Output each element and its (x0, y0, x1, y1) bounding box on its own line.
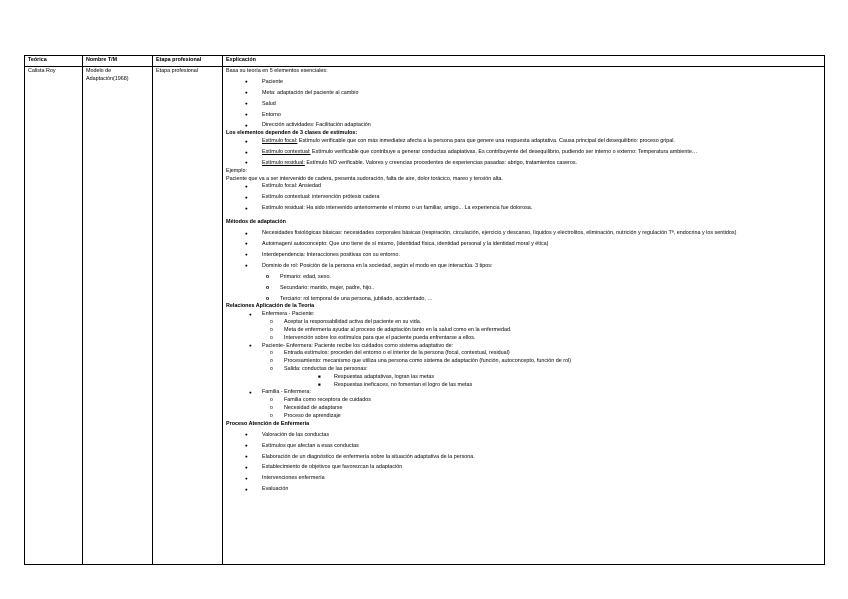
intro-text: Basa su teoría en 5 elementos esenciales: (226, 67, 328, 74)
list-item: ● Enfermera - Paciente: (226, 311, 821, 319)
list-item: o Aceptar la responsabilidad activa del paciente en su vida. (226, 319, 821, 327)
section-title-relaciones: Relaciones Aplicación de la Teoría (226, 303, 315, 310)
list-item: o Terciario: rol temporal de una persona, jubilado, accidentado, … (226, 296, 821, 304)
header-teorica: Teórica (25, 56, 83, 67)
list-item: ● Intervenciones enfermería (226, 475, 821, 483)
list-item: ● Autoimagen/ autoconcepto: Que uno tiene de sí mismo, (identidad física, identidad personal y la identidad moral y ética) (226, 241, 821, 249)
list-item: o Necesidad de adaptarse (226, 405, 821, 413)
stimulus-label: Estímulo residual: (262, 159, 305, 166)
list-item: ● Salud (226, 101, 821, 109)
theory-table (24, 55, 825, 565)
list-item: ● Establecimiento de objetivos que favorezcan la adaptación (226, 464, 821, 472)
list-item: o Intervención sobre los estímulos para que el paciente pueda enfrentarse a ellos. (226, 335, 821, 343)
list-item: ● Necesidades fisiológicas básicas: necesidades corporales básicas (respiración, circulación, ejercicio y descanso, líquidos y electrolitos, eliminación, nutrición y regulación Tª, endocrina y los sentidos) (226, 230, 821, 238)
list-item: ● Estímulos que afectan a esas conductas (226, 443, 821, 451)
list-item: ● Estímulo focal: Ansiedad (226, 183, 821, 191)
header-explicacion: Explicación (223, 56, 825, 67)
list-item (226, 138, 821, 146)
list-item: ● Evaluación (226, 486, 821, 494)
table-header-row (25, 56, 825, 67)
section-title-estimulos: Los elementos dependen de 3 clases de estímulos: (226, 130, 358, 137)
list-item: o Proceso de aprendizaje (226, 413, 821, 421)
list-item (226, 160, 821, 168)
list-item: ● Estímulo contextual: intervención prótesis cadera (226, 194, 821, 202)
list-item: ● Paciente (226, 79, 821, 87)
list-item: ● Elaboración de un diagnóstico de enfermería sobre la situación adaptativa de la persona. (226, 454, 821, 462)
stimulus-text: Estímulo verificable que con más inmediatez afecta a la persona para que genere una respuesta adaptativa. Causa principal del desequilibrio: proceso gripal. (297, 138, 675, 145)
cell-explicacion (223, 66, 825, 564)
list-item: ● Familia - Enfermera: (226, 389, 821, 397)
list-item: ● Dominio de rol: Posición de la persona en la sociedad, según el modo en que interactúa. 3 tipos: (226, 263, 821, 271)
header-etapa: Etapa profesional (153, 56, 223, 67)
list-item: ● Paciente- Enfermera: Paciente recibe los cuidados como sistema adaptativo de: (226, 343, 821, 351)
cell-teorica: Calista Roy (25, 66, 83, 564)
list-item: o Entrada estímulos: proceden del entorno o el interior de la persona (focal, contextual, residual) (226, 350, 821, 358)
list-item: ● Entorno (226, 112, 821, 120)
table-row (25, 66, 825, 564)
section-title-proceso: Proceso Atención de Enfermería (226, 420, 310, 427)
list-item: ■ Respuestas ineficaces, no fomentan el logro de las metas (226, 382, 821, 390)
cell-etapa: Etapa profesional (153, 66, 223, 564)
ejemplo-label: Ejemplo: (226, 167, 247, 174)
document-page (24, 55, 825, 565)
list-item: o Salida: conductas de las personas: (226, 366, 821, 374)
stimulus-label: Estímulo contextual: (262, 149, 311, 156)
list-item: ● Valoración de las conductas (226, 432, 821, 440)
stimulus-text: Estímulo NO verificable. Valores y creencias procedentes de experiencias pasadas: abrigo, tratamientos caseros. (304, 159, 578, 166)
section-title-metodos: Métodos de adaptación (226, 219, 286, 226)
list-item: o Meta de enfermería ayudar al proceso de adaptación tanto en la salud como en la enfermedad. (226, 327, 821, 335)
list-item: o Primario: edad, sexo. (226, 274, 821, 282)
stimulus-text: Estímulo verificable que contribuye a generar conductas adaptativas. Es contribuyente del desequilibrio, pudiendo ser interno o externo: Temperatura ambiente… (310, 149, 698, 156)
header-nombre: Nombre T/M (83, 56, 153, 67)
list-item (226, 149, 821, 157)
stimulus-label: Estímulo focal: (262, 138, 298, 145)
list-item: ● Meta: adaptación del paciente al cambio (226, 90, 821, 98)
list-item: ● Dirección actividades: Facilitación adaptación (226, 122, 821, 130)
ejemplo-text: Paciente que va a ser intervenido de cadera, presenta sudoración, falta de aire, dolor torácico, mareo y tensión alta. (226, 175, 503, 182)
list-item: o Procesamiento: mecanismo que utiliza una persona como sistema de adaptación (función, autoconcepto, función de rol) (226, 358, 821, 366)
list-item: ● Interdependencia: Interacciones positivas con su entorno. (226, 252, 821, 260)
list-item: o Familia como receptora de cuidados (226, 397, 821, 405)
list-item: o Secundario: marido, mujer, padre, hijo.. (226, 285, 821, 293)
list-item: ■ Respuestas adaptativas, logran las metas (226, 374, 821, 382)
cell-nombre: Modelo de Adaptación(1968) (83, 66, 153, 564)
list-item: ● Estímulo residual: Ha sido intervenido anteriormente el mismo o un familiar, amigo... La experiencia fue dolorosa. (226, 205, 821, 213)
